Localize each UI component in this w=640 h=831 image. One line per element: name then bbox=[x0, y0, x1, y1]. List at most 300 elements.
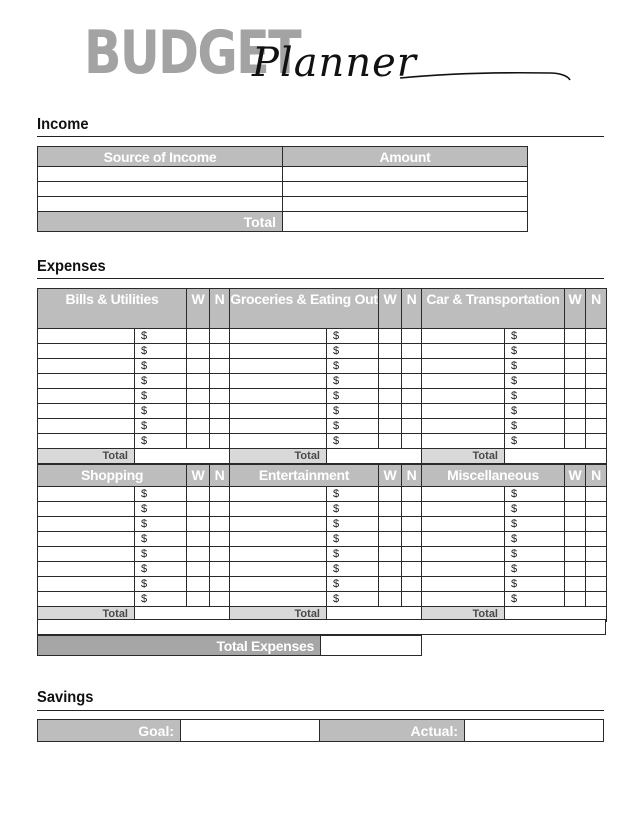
w-checkbox[interactable] bbox=[187, 577, 210, 592]
expense-item-field[interactable] bbox=[230, 532, 327, 547]
w-checkbox[interactable] bbox=[379, 547, 402, 562]
column-n-header: N bbox=[210, 465, 230, 487]
expense-item-field[interactable] bbox=[422, 502, 505, 517]
expense-amount-field[interactable]: $ bbox=[505, 344, 565, 359]
n-checkbox[interactable] bbox=[402, 502, 422, 517]
expense-category-entertainment bbox=[229, 464, 422, 622]
n-checkbox[interactable] bbox=[402, 487, 422, 502]
n-checkbox[interactable] bbox=[210, 329, 230, 344]
column-n-header: N bbox=[402, 289, 422, 329]
expense-row bbox=[38, 329, 230, 344]
income-amount-3[interactable] bbox=[283, 197, 528, 212]
expense-item-field[interactable] bbox=[230, 389, 327, 404]
w-checkbox[interactable] bbox=[187, 419, 210, 434]
savings-goal-value[interactable] bbox=[181, 720, 320, 742]
expense-amount-field[interactable]: $ bbox=[505, 434, 565, 449]
expense-row bbox=[230, 487, 422, 502]
expense-item-field[interactable] bbox=[230, 404, 327, 419]
w-checkbox[interactable] bbox=[565, 592, 586, 607]
expense-amount-field[interactable]: $ bbox=[505, 419, 565, 434]
expense-amount-field[interactable]: $ bbox=[327, 532, 379, 547]
category-total-label: Total bbox=[422, 607, 505, 622]
income-source-2[interactable] bbox=[38, 182, 283, 197]
savings-section-title: Savings bbox=[37, 689, 94, 706]
category-total-label: Total bbox=[422, 449, 505, 464]
n-checkbox[interactable] bbox=[586, 329, 607, 344]
n-checkbox[interactable] bbox=[210, 532, 230, 547]
expense-item-field[interactable] bbox=[230, 577, 327, 592]
expense-row bbox=[38, 344, 230, 359]
n-checkbox[interactable] bbox=[586, 577, 607, 592]
w-checkbox[interactable] bbox=[187, 592, 210, 607]
expense-row bbox=[422, 592, 607, 607]
expense-row bbox=[230, 532, 422, 547]
expense-amount-field[interactable]: $ bbox=[505, 562, 565, 577]
expense-amount-field[interactable]: $ bbox=[327, 502, 379, 517]
w-checkbox[interactable] bbox=[187, 344, 210, 359]
column-w-header: W bbox=[379, 465, 402, 487]
expense-row bbox=[38, 419, 230, 434]
category-header: Bills & Utilities bbox=[38, 289, 187, 329]
column-n-header: N bbox=[586, 289, 607, 329]
w-checkbox[interactable] bbox=[379, 389, 402, 404]
column-n-header: N bbox=[586, 465, 607, 487]
n-checkbox[interactable] bbox=[402, 389, 422, 404]
expense-amount-field[interactable]: $ bbox=[135, 517, 187, 532]
expense-row bbox=[230, 389, 422, 404]
expense-row bbox=[38, 502, 230, 517]
n-checkbox[interactable] bbox=[586, 547, 607, 562]
expense-item-field[interactable] bbox=[422, 562, 505, 577]
expense-row bbox=[38, 389, 230, 404]
column-n-header: N bbox=[402, 465, 422, 487]
expense-row bbox=[230, 419, 422, 434]
n-checkbox[interactable] bbox=[586, 532, 607, 547]
expense-item-field[interactable] bbox=[38, 389, 135, 404]
expense-item-field[interactable] bbox=[38, 374, 135, 389]
title-swash-decoration bbox=[400, 66, 572, 84]
column-w-header: W bbox=[187, 465, 210, 487]
w-checkbox[interactable] bbox=[379, 577, 402, 592]
expense-item-field[interactable] bbox=[230, 359, 327, 374]
w-checkbox[interactable] bbox=[565, 404, 586, 419]
expense-amount-field[interactable]: $ bbox=[135, 592, 187, 607]
expense-item-field[interactable] bbox=[230, 434, 327, 449]
savings-table bbox=[37, 719, 604, 742]
w-checkbox[interactable] bbox=[379, 404, 402, 419]
n-checkbox[interactable] bbox=[402, 404, 422, 419]
income-amount-2[interactable] bbox=[283, 182, 528, 197]
expense-row bbox=[38, 374, 230, 389]
expenses-spacer-row bbox=[37, 619, 606, 635]
income-source-1[interactable] bbox=[38, 167, 283, 182]
w-checkbox[interactable] bbox=[379, 329, 402, 344]
expense-amount-field[interactable]: $ bbox=[135, 562, 187, 577]
n-checkbox[interactable] bbox=[210, 487, 230, 502]
expense-item-field[interactable] bbox=[230, 562, 327, 577]
n-checkbox[interactable] bbox=[402, 562, 422, 577]
expenses-section-title: Expenses bbox=[37, 258, 106, 275]
expense-amount-field[interactable]: $ bbox=[505, 547, 565, 562]
savings-rule bbox=[37, 710, 604, 711]
n-checkbox[interactable] bbox=[586, 389, 607, 404]
w-checkbox[interactable] bbox=[187, 374, 210, 389]
expense-amount-field[interactable]: $ bbox=[327, 389, 379, 404]
expense-item-field[interactable] bbox=[422, 547, 505, 562]
expense-amount-field[interactable]: $ bbox=[505, 577, 565, 592]
expense-amount-field[interactable]: $ bbox=[135, 419, 187, 434]
expense-row bbox=[230, 359, 422, 374]
w-checkbox[interactable] bbox=[565, 517, 586, 532]
expense-amount-field[interactable]: $ bbox=[505, 404, 565, 419]
w-checkbox[interactable] bbox=[565, 329, 586, 344]
n-checkbox[interactable] bbox=[402, 374, 422, 389]
n-checkbox[interactable] bbox=[210, 517, 230, 532]
w-checkbox[interactable] bbox=[187, 487, 210, 502]
expense-amount-field[interactable]: $ bbox=[135, 577, 187, 592]
expense-amount-field[interactable]: $ bbox=[327, 592, 379, 607]
expense-row bbox=[230, 434, 422, 449]
w-checkbox[interactable] bbox=[379, 592, 402, 607]
category-header: Groceries & Eating Out bbox=[230, 289, 379, 329]
expense-item-field[interactable] bbox=[38, 547, 135, 562]
expense-amount-field[interactable]: $ bbox=[505, 517, 565, 532]
expense-item-field[interactable] bbox=[230, 592, 327, 607]
w-checkbox[interactable] bbox=[379, 344, 402, 359]
expense-amount-field[interactable]: $ bbox=[135, 404, 187, 419]
expense-item-field[interactable] bbox=[230, 374, 327, 389]
expense-item-field[interactable] bbox=[230, 547, 327, 562]
expense-item-field[interactable] bbox=[230, 487, 327, 502]
expense-amount-field[interactable]: $ bbox=[327, 404, 379, 419]
savings-actual-value[interactable] bbox=[465, 720, 604, 742]
n-checkbox[interactable] bbox=[586, 374, 607, 389]
column-n-header: N bbox=[210, 289, 230, 329]
title-planner: Planner bbox=[252, 40, 417, 86]
expense-amount-field[interactable]: $ bbox=[505, 532, 565, 547]
n-checkbox[interactable] bbox=[210, 547, 230, 562]
w-checkbox[interactable] bbox=[187, 434, 210, 449]
total-expenses-label: Total Expenses bbox=[38, 636, 321, 656]
w-checkbox[interactable] bbox=[187, 517, 210, 532]
expense-row bbox=[230, 562, 422, 577]
column-w-header: W bbox=[187, 289, 210, 329]
income-header-source: Source of Income bbox=[38, 147, 283, 167]
expense-category-miscellaneous bbox=[421, 464, 607, 622]
expense-amount-field[interactable]: $ bbox=[135, 389, 187, 404]
w-checkbox[interactable] bbox=[565, 359, 586, 374]
n-checkbox[interactable] bbox=[586, 434, 607, 449]
expenses-rule bbox=[37, 278, 604, 279]
expense-item-field[interactable] bbox=[422, 359, 505, 374]
expense-amount-field[interactable]: $ bbox=[327, 344, 379, 359]
expense-row bbox=[230, 502, 422, 517]
expense-item-field[interactable] bbox=[38, 502, 135, 517]
category-total-value[interactable] bbox=[327, 449, 422, 464]
expense-amount-field[interactable]: $ bbox=[327, 547, 379, 562]
expenses-notes-field[interactable] bbox=[38, 620, 606, 635]
expense-amount-field[interactable]: $ bbox=[135, 344, 187, 359]
w-checkbox[interactable] bbox=[187, 359, 210, 374]
w-checkbox[interactable] bbox=[187, 404, 210, 419]
expense-item-field[interactable] bbox=[230, 344, 327, 359]
category-total-label: Total bbox=[230, 607, 327, 622]
expense-amount-field[interactable]: $ bbox=[327, 419, 379, 434]
expense-item-field[interactable] bbox=[422, 487, 505, 502]
w-checkbox[interactable] bbox=[565, 389, 586, 404]
expense-amount-field[interactable]: $ bbox=[505, 389, 565, 404]
savings-goal-label: Goal: bbox=[38, 720, 181, 742]
n-checkbox[interactable] bbox=[586, 502, 607, 517]
expense-row bbox=[422, 434, 607, 449]
column-w-header: W bbox=[565, 289, 586, 329]
expense-row bbox=[38, 592, 230, 607]
expense-item-field[interactable] bbox=[38, 592, 135, 607]
n-checkbox[interactable] bbox=[402, 517, 422, 532]
w-checkbox[interactable] bbox=[379, 374, 402, 389]
expense-row bbox=[38, 487, 230, 502]
n-checkbox[interactable] bbox=[402, 419, 422, 434]
expense-item-field[interactable] bbox=[38, 517, 135, 532]
w-checkbox[interactable] bbox=[565, 562, 586, 577]
expense-amount-field[interactable]: $ bbox=[135, 374, 187, 389]
n-checkbox[interactable] bbox=[586, 487, 607, 502]
expense-item-field[interactable] bbox=[38, 562, 135, 577]
expense-row bbox=[230, 374, 422, 389]
expense-item-field[interactable] bbox=[230, 517, 327, 532]
w-checkbox[interactable] bbox=[565, 434, 586, 449]
w-checkbox[interactable] bbox=[565, 502, 586, 517]
expense-item-field[interactable] bbox=[422, 517, 505, 532]
expense-amount-field[interactable]: $ bbox=[135, 502, 187, 517]
expense-row bbox=[422, 502, 607, 517]
w-checkbox[interactable] bbox=[565, 374, 586, 389]
n-checkbox[interactable] bbox=[210, 434, 230, 449]
expense-row bbox=[422, 532, 607, 547]
n-checkbox[interactable] bbox=[210, 404, 230, 419]
income-table bbox=[37, 146, 528, 232]
expense-row bbox=[38, 532, 230, 547]
expense-amount-field[interactable]: $ bbox=[327, 329, 379, 344]
n-checkbox[interactable] bbox=[402, 329, 422, 344]
expense-item-field[interactable] bbox=[230, 419, 327, 434]
expense-category-shopping bbox=[37, 464, 230, 622]
expense-row bbox=[230, 517, 422, 532]
n-checkbox[interactable] bbox=[586, 359, 607, 374]
w-checkbox[interactable] bbox=[565, 487, 586, 502]
category-total-label: Total bbox=[230, 449, 327, 464]
expense-item-field[interactable] bbox=[38, 434, 135, 449]
expense-row bbox=[422, 517, 607, 532]
expense-row bbox=[230, 329, 422, 344]
n-checkbox[interactable] bbox=[402, 359, 422, 374]
w-checkbox[interactable] bbox=[565, 577, 586, 592]
expense-item-field[interactable] bbox=[422, 404, 505, 419]
income-total-value[interactable] bbox=[283, 212, 528, 232]
w-checkbox[interactable] bbox=[379, 502, 402, 517]
category-header: Shopping bbox=[38, 465, 187, 487]
expense-row bbox=[422, 359, 607, 374]
expense-amount-field[interactable]: $ bbox=[135, 359, 187, 374]
expense-row bbox=[38, 547, 230, 562]
expense-row bbox=[422, 344, 607, 359]
expense-row bbox=[422, 374, 607, 389]
expense-category-car-and-transportation bbox=[421, 288, 607, 464]
w-checkbox[interactable] bbox=[187, 502, 210, 517]
expense-row bbox=[38, 517, 230, 532]
expense-amount-field[interactable]: $ bbox=[505, 374, 565, 389]
n-checkbox[interactable] bbox=[210, 359, 230, 374]
expense-amount-field[interactable]: $ bbox=[327, 487, 379, 502]
n-checkbox[interactable] bbox=[402, 547, 422, 562]
expense-item-field[interactable] bbox=[38, 419, 135, 434]
n-checkbox[interactable] bbox=[210, 502, 230, 517]
category-header: Entertainment bbox=[230, 465, 379, 487]
expense-row bbox=[422, 419, 607, 434]
expense-row bbox=[422, 404, 607, 419]
title-budget: BUDGET bbox=[84, 18, 301, 88]
expense-amount-field[interactable]: $ bbox=[135, 329, 187, 344]
expense-row bbox=[422, 389, 607, 404]
w-checkbox[interactable] bbox=[565, 547, 586, 562]
expense-item-field[interactable] bbox=[422, 329, 505, 344]
expense-item-field[interactable] bbox=[38, 344, 135, 359]
n-checkbox[interactable] bbox=[402, 434, 422, 449]
expense-category-groceries-and-eating-out bbox=[229, 288, 422, 464]
expense-item-field[interactable] bbox=[422, 419, 505, 434]
expense-amount-field[interactable]: $ bbox=[327, 517, 379, 532]
w-checkbox[interactable] bbox=[379, 359, 402, 374]
category-header: Miscellaneous bbox=[422, 465, 565, 487]
income-total-label: Total bbox=[38, 212, 283, 232]
expense-item-field[interactable] bbox=[422, 577, 505, 592]
n-checkbox[interactable] bbox=[586, 404, 607, 419]
expense-row bbox=[230, 404, 422, 419]
n-checkbox[interactable] bbox=[402, 592, 422, 607]
n-checkbox[interactable] bbox=[402, 577, 422, 592]
expense-item-field[interactable] bbox=[38, 329, 135, 344]
expense-row bbox=[422, 577, 607, 592]
n-checkbox[interactable] bbox=[586, 517, 607, 532]
expense-amount-field[interactable]: $ bbox=[505, 487, 565, 502]
column-w-header: W bbox=[379, 289, 402, 329]
expense-item-field[interactable] bbox=[230, 329, 327, 344]
expense-amount-field[interactable]: $ bbox=[327, 374, 379, 389]
total-expenses-table bbox=[37, 635, 422, 656]
n-checkbox[interactable] bbox=[586, 592, 607, 607]
n-checkbox[interactable] bbox=[210, 389, 230, 404]
expense-row bbox=[422, 329, 607, 344]
expense-row bbox=[38, 404, 230, 419]
expense-amount-field[interactable]: $ bbox=[135, 532, 187, 547]
w-checkbox[interactable] bbox=[187, 532, 210, 547]
w-checkbox[interactable] bbox=[379, 532, 402, 547]
expense-row bbox=[230, 592, 422, 607]
income-amount-1[interactable] bbox=[283, 167, 528, 182]
expense-item-field[interactable] bbox=[422, 592, 505, 607]
n-checkbox[interactable] bbox=[586, 344, 607, 359]
n-checkbox[interactable] bbox=[402, 344, 422, 359]
w-checkbox[interactable] bbox=[565, 532, 586, 547]
expense-amount-field[interactable]: $ bbox=[135, 547, 187, 562]
n-checkbox[interactable] bbox=[210, 419, 230, 434]
w-checkbox[interactable] bbox=[379, 562, 402, 577]
expense-amount-field[interactable]: $ bbox=[505, 329, 565, 344]
expense-row bbox=[422, 487, 607, 502]
w-checkbox[interactable] bbox=[565, 419, 586, 434]
n-checkbox[interactable] bbox=[210, 577, 230, 592]
expense-item-field[interactable] bbox=[230, 502, 327, 517]
w-checkbox[interactable] bbox=[379, 517, 402, 532]
expense-item-field[interactable] bbox=[422, 434, 505, 449]
w-checkbox[interactable] bbox=[187, 389, 210, 404]
expense-item-field[interactable] bbox=[38, 532, 135, 547]
expense-amount-field[interactable]: $ bbox=[327, 359, 379, 374]
expense-amount-field[interactable]: $ bbox=[135, 487, 187, 502]
expense-amount-field[interactable]: $ bbox=[505, 359, 565, 374]
income-section-title: Income bbox=[37, 116, 89, 133]
expense-amount-field[interactable]: $ bbox=[505, 592, 565, 607]
expense-item-field[interactable] bbox=[422, 389, 505, 404]
expense-row bbox=[38, 562, 230, 577]
expense-category-bills-and-utilities bbox=[37, 288, 230, 464]
expense-item-field[interactable] bbox=[38, 577, 135, 592]
income-source-3[interactable] bbox=[38, 197, 283, 212]
column-w-header: W bbox=[565, 465, 586, 487]
expense-item-field[interactable] bbox=[38, 487, 135, 502]
category-total-value[interactable] bbox=[505, 449, 607, 464]
category-header: Car & Transportation bbox=[422, 289, 565, 329]
w-checkbox[interactable] bbox=[379, 434, 402, 449]
n-checkbox[interactable] bbox=[210, 374, 230, 389]
expense-row bbox=[422, 547, 607, 562]
expense-amount-field[interactable]: $ bbox=[505, 502, 565, 517]
w-checkbox[interactable] bbox=[565, 344, 586, 359]
w-checkbox[interactable] bbox=[379, 487, 402, 502]
expense-amount-field[interactable]: $ bbox=[327, 562, 379, 577]
expense-amount-field[interactable]: $ bbox=[135, 434, 187, 449]
n-checkbox[interactable] bbox=[210, 592, 230, 607]
n-checkbox[interactable] bbox=[210, 562, 230, 577]
w-checkbox[interactable] bbox=[379, 419, 402, 434]
w-checkbox[interactable] bbox=[187, 329, 210, 344]
income-header-amount: Amount bbox=[283, 147, 528, 167]
n-checkbox[interactable] bbox=[210, 344, 230, 359]
expense-item-field[interactable] bbox=[422, 532, 505, 547]
expense-row bbox=[38, 577, 230, 592]
expense-amount-field[interactable]: $ bbox=[327, 434, 379, 449]
total-expenses-value[interactable] bbox=[321, 636, 422, 656]
n-checkbox[interactable] bbox=[586, 562, 607, 577]
expense-item-field[interactable] bbox=[422, 374, 505, 389]
expense-row bbox=[422, 562, 607, 577]
expense-amount-field[interactable]: $ bbox=[327, 577, 379, 592]
expense-item-field[interactable] bbox=[422, 344, 505, 359]
expense-row bbox=[38, 359, 230, 374]
w-checkbox[interactable] bbox=[187, 562, 210, 577]
expense-item-field[interactable] bbox=[38, 359, 135, 374]
expense-row bbox=[230, 344, 422, 359]
n-checkbox[interactable] bbox=[586, 419, 607, 434]
w-checkbox[interactable] bbox=[187, 547, 210, 562]
savings-actual-label: Actual: bbox=[320, 720, 465, 742]
category-total-label: Total bbox=[38, 449, 135, 464]
category-total-value[interactable] bbox=[135, 449, 230, 464]
expense-row bbox=[38, 434, 230, 449]
category-total-label: Total bbox=[38, 607, 135, 622]
n-checkbox[interactable] bbox=[402, 532, 422, 547]
expense-item-field[interactable] bbox=[38, 404, 135, 419]
